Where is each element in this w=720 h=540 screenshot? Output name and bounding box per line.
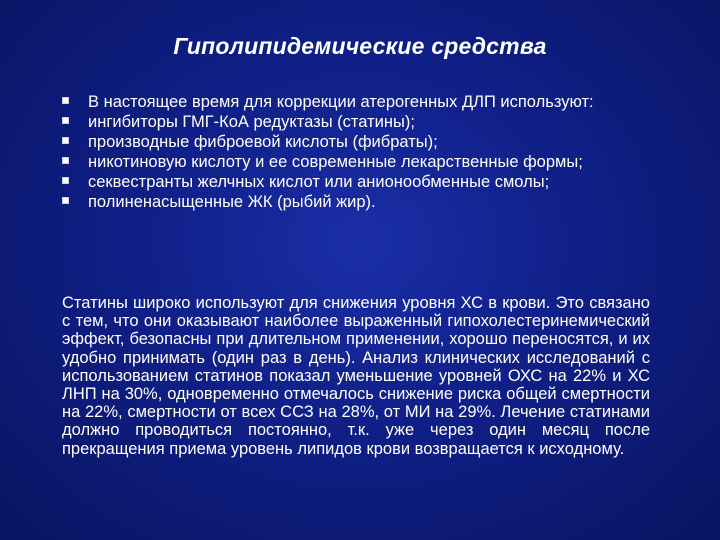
slide-title: Гиполипидемические средства <box>173 33 547 59</box>
square-bullet-icon <box>62 197 69 204</box>
bullet-item <box>62 93 662 111</box>
bullet-text: В настоящее время для коррекции атерогенных ДЛП используют: <box>88 93 594 111</box>
square-bullet-icon <box>62 97 69 104</box>
square-bullet-icon <box>62 117 69 124</box>
square-bullet-icon <box>62 177 69 184</box>
bullet-item <box>62 173 662 191</box>
bullet-item <box>62 113 662 131</box>
bullet-list <box>62 93 662 213</box>
square-bullet-icon <box>62 137 69 144</box>
bullet-item <box>62 193 662 211</box>
bullet-text: никотиновую кислоту и ее современные лекарственные формы; <box>88 153 583 171</box>
bullet-text: ингибиторы ГМГ-КоА редуктазы (статины); <box>88 113 415 131</box>
bullet-text: полиненасыщенные ЖК (рыбий жир). <box>88 193 376 211</box>
bullet-text: производные фиброевой кислоты (фибраты); <box>88 133 438 151</box>
bullet-item <box>62 153 662 171</box>
square-bullet-icon <box>62 157 69 164</box>
bullet-text: секвестранты желчных кислот или анионообменные смолы; <box>88 173 550 191</box>
body-paragraph: Статины широко используют для снижения уровня ХС в крови. Это связано с тем, что они оказывают наиболее выраженный гипохолестеринемический эффект, безопасны при длительном применении, хорошо переносятся, и их удобно принимать (один раз в день). Анализ клинических исследований с использованием статинов показал уменьшение уровней ОХС на 22% и ХС ЛНП на 30%, одновременно отмечалось снижение риска общей смертности на 22%, смертности от всех ССЗ на 28%, от МИ на 29%. Лечение статинами должно проводиться постоянно, т.к. уже через один месяц после прекращения приема уровень липидов крови возвращается к исходному. <box>62 294 650 458</box>
bullet-item <box>62 133 662 151</box>
